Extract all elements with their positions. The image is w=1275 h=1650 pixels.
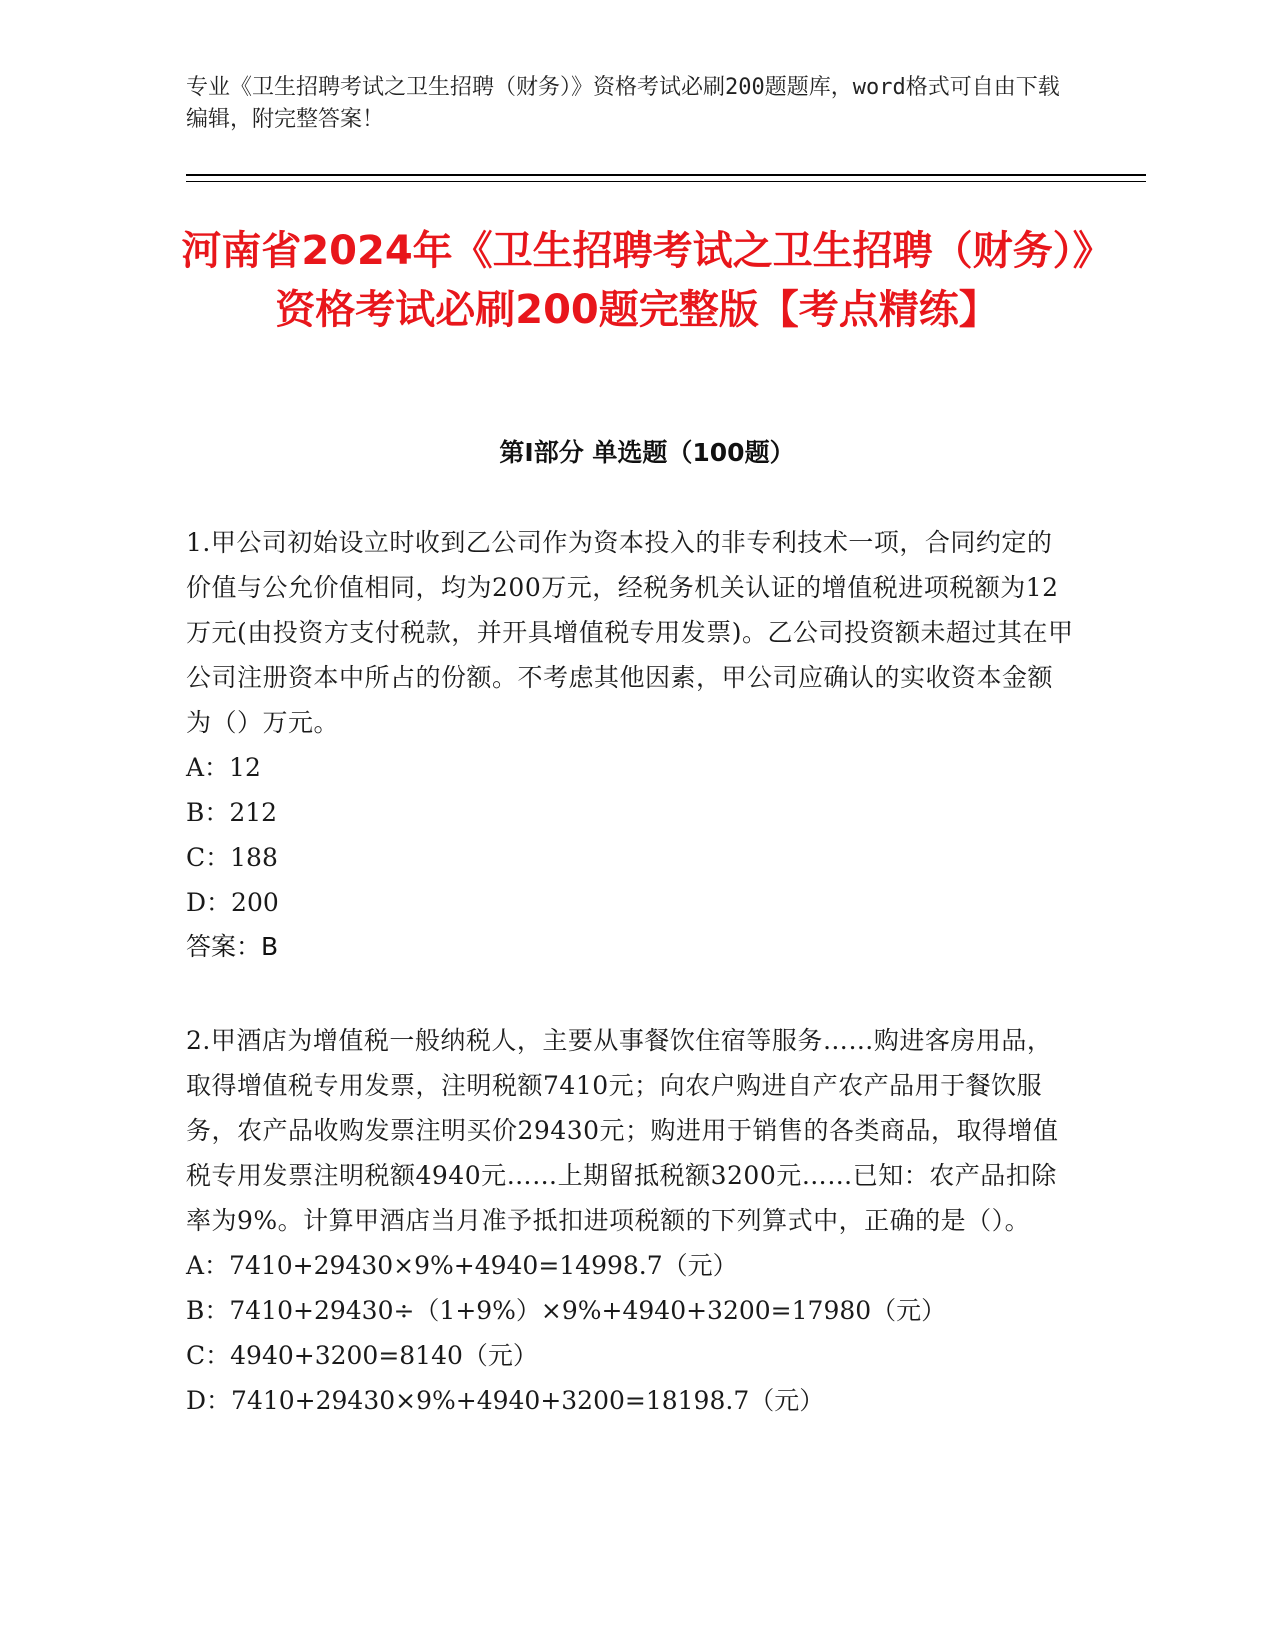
- option-c: C：188: [186, 843, 278, 872]
- header-note: 专业《卫生招聘考试之卫生招聘（财务）》资格考试必刷200题题库，word格式可自由下载编辑，附完整答案！: [186, 75, 1060, 132]
- header-divider-thin: [186, 181, 1146, 182]
- question-stem: 1.甲公司初始设立时收到乙公司作为资本投入的非专利技术一项，合同约定的价值与公允价值相同，均为200万元，经税务机关认证的增值税进项税额为12万元(由投资方支付税款，并开具增值税专用发票)。乙公司投资额未超过其在甲公司注册资本中所占的份额。不考虑其他因素，甲公司应确认的实收资本金额为（）万元。: [186, 528, 1074, 737]
- document-title: 河南省2024年《卫生招聘考试之卫生招聘（财务）》资格考试必刷200题完整版【考点精练】: [181, 228, 1093, 333]
- question-1: [186, 520, 1076, 969]
- question-2: [186, 1018, 1076, 1423]
- section-title: 第I部分 单选题（100题）: [499, 438, 795, 467]
- option-a: A：12: [186, 753, 261, 782]
- option-b: B：7410+29430÷（1+9%）×9%+4940+3200=17980（元）: [186, 1296, 947, 1325]
- option-a: A：7410+29430×9%+4940=14998.7（元）: [186, 1251, 738, 1280]
- answer-line: 答案：B: [186, 932, 279, 961]
- question-stem: 2.甲酒店为增值税一般纳税人，主要从事餐饮住宿等服务……购进客房用品，取得增值税专用发票，注明税额7410元；向农户购进自产农产品用于餐饮服务，农产品收购发票注明买价29430元；购进用于销售的各类商品，取得增值税专用发票注明税额4940元……上期留抵税额3200元……已知：农产品扣除率为9%。计算甲酒店当月准予抵扣进项税额的下列算式中，正确的是（）。: [186, 1026, 1059, 1235]
- option-d: D：200: [186, 888, 279, 917]
- option-b: B：212: [186, 798, 278, 827]
- option-d: D：7410+29430×9%+4940+3200=18198.7（元）: [186, 1386, 825, 1415]
- header-divider-thick: [186, 174, 1146, 176]
- option-c: C：4940+3200=8140（元）: [186, 1341, 538, 1370]
